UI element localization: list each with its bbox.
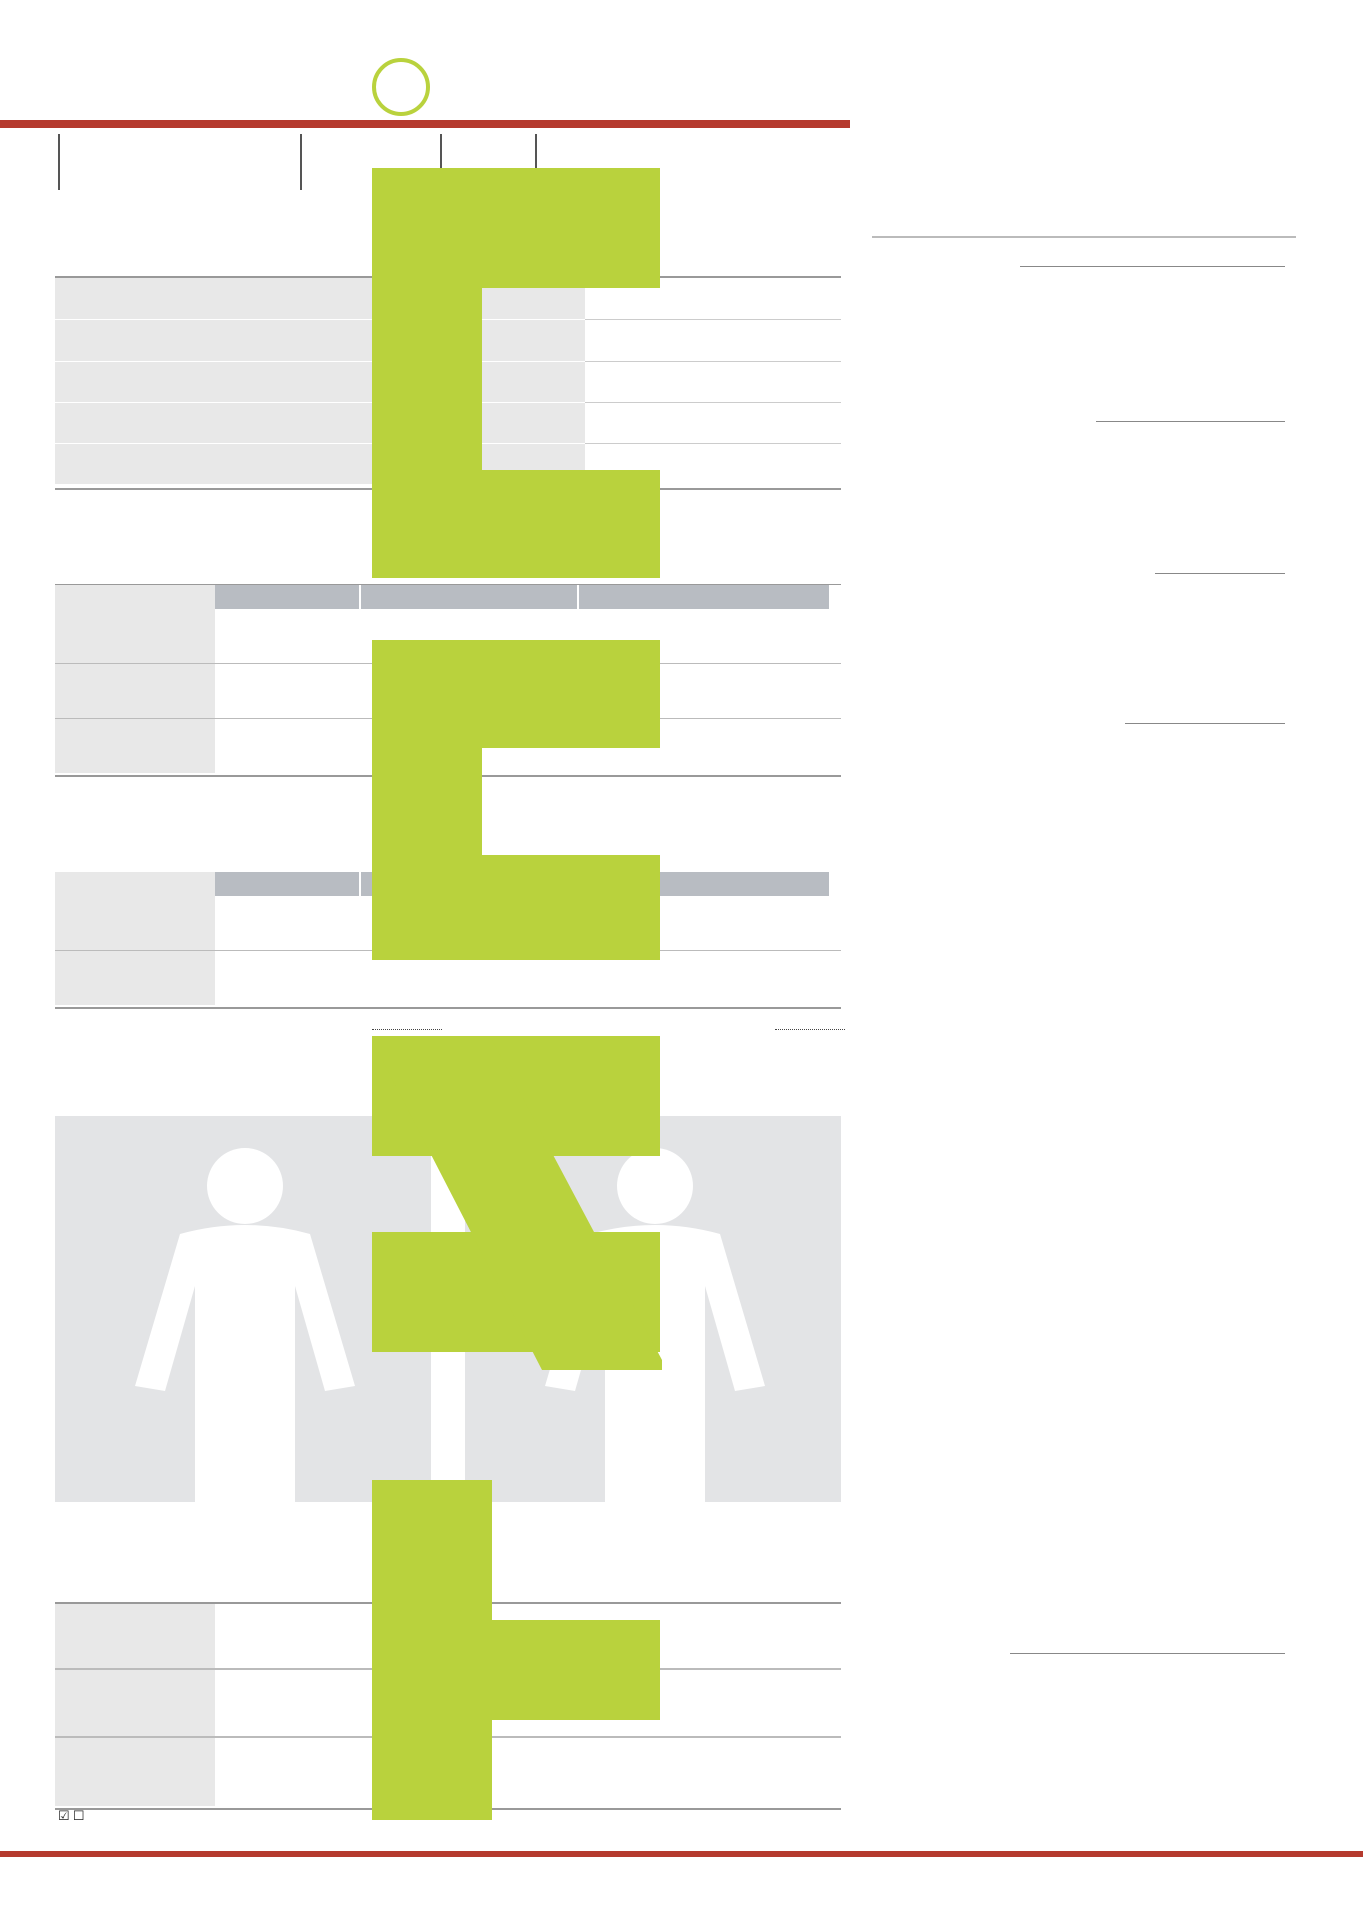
muscle-fat-hdr-over: [579, 585, 829, 609]
history-legend: [58, 1808, 85, 1824]
watermark-v: [372, 1040, 662, 1370]
muscle-fat-hdr-under: [215, 585, 359, 609]
watermark-stroke: [372, 855, 660, 960]
lean-mass-label: [372, 1029, 442, 1030]
params-line: [1155, 573, 1285, 574]
fat-mass-label: [775, 1029, 845, 1030]
header-field-id: [58, 134, 298, 190]
muscle-fat-hdr-normal: [361, 585, 577, 609]
legend-all-checkbox[interactable]: ☐: [72, 1808, 85, 1823]
score-title-line: [1020, 266, 1285, 267]
watermark-stroke: [372, 1620, 660, 1720]
obesity-hdr-under: [215, 872, 359, 896]
explain-line: [1125, 723, 1285, 724]
header-field-date: [628, 134, 856, 190]
registered-mark: [372, 58, 430, 116]
vitamine-divider: [872, 236, 1296, 238]
footer-divider: [0, 1851, 1363, 1857]
weight-control-line: [1096, 421, 1285, 422]
legend-prev-checkbox[interactable]: ☑: [58, 1808, 70, 1823]
impedance-line: [1010, 1653, 1285, 1654]
header-divider: [0, 120, 850, 128]
watermark-stroke: [372, 470, 660, 578]
